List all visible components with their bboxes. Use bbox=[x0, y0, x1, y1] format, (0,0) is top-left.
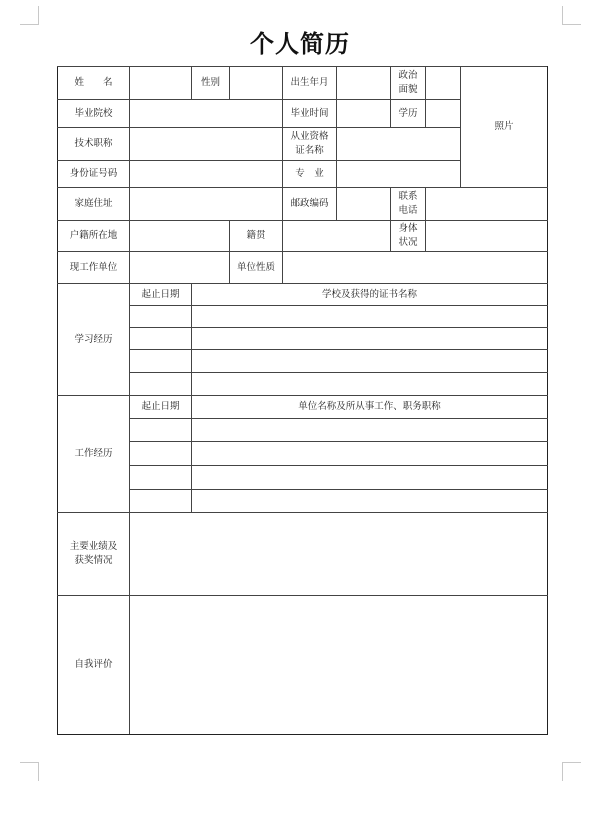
study-detail-cell[interactable] bbox=[192, 350, 548, 373]
label-grad-time: 毕业时间 bbox=[283, 100, 337, 128]
photo-box[interactable] bbox=[461, 67, 548, 188]
study-history-label: 学习经历 bbox=[58, 284, 130, 396]
label-school: 毕业院校 bbox=[58, 100, 130, 128]
work-date-cell[interactable] bbox=[130, 419, 192, 442]
table-row bbox=[58, 306, 548, 328]
study-date-cell[interactable] bbox=[130, 328, 192, 350]
table-row bbox=[58, 442, 548, 466]
study-date-cell[interactable] bbox=[130, 350, 192, 373]
work-date-cell[interactable] bbox=[130, 442, 192, 466]
label-native: 籍贯 bbox=[230, 221, 283, 252]
label-health-line2: 状况 bbox=[398, 237, 418, 248]
value-unit-type[interactable] bbox=[283, 252, 548, 284]
label-phone-line1: 联系 bbox=[398, 191, 418, 202]
label-postcode: 邮政编码 bbox=[283, 188, 337, 221]
study-date-cell[interactable] bbox=[130, 373, 192, 396]
self-eval-label: 自我评价 bbox=[58, 596, 130, 735]
value-phone[interactable] bbox=[426, 188, 548, 221]
page-corner-mark bbox=[562, 6, 581, 25]
label-hukou: 户籍所在地 bbox=[58, 221, 130, 252]
table-row bbox=[58, 466, 548, 490]
value-school[interactable] bbox=[130, 100, 283, 128]
label-phone bbox=[391, 188, 426, 221]
study-col-detail: 学校及获得的证书名称 bbox=[192, 284, 548, 306]
value-major[interactable] bbox=[337, 161, 461, 188]
value-political[interactable] bbox=[426, 67, 461, 100]
value-address[interactable] bbox=[130, 188, 283, 221]
value-hukou[interactable] bbox=[130, 221, 230, 252]
table-row bbox=[58, 350, 548, 373]
page-corner-mark bbox=[562, 762, 581, 781]
work-detail-cell[interactable] bbox=[192, 419, 548, 442]
page-corner-mark bbox=[20, 6, 39, 25]
value-education[interactable] bbox=[426, 100, 461, 128]
label-political bbox=[391, 67, 426, 100]
page-title: 个人简历 bbox=[250, 29, 350, 58]
value-native[interactable] bbox=[283, 221, 391, 252]
label-qualification-line2: 证名称 bbox=[295, 145, 324, 156]
study-date-cell[interactable] bbox=[130, 306, 192, 328]
value-qualification[interactable] bbox=[337, 128, 461, 161]
value-employer[interactable] bbox=[130, 252, 230, 284]
label-employer: 现工作单位 bbox=[58, 252, 130, 284]
table-row bbox=[58, 328, 548, 350]
study-detail-cell[interactable] bbox=[192, 373, 548, 396]
label-phone-line2: 电话 bbox=[398, 205, 418, 216]
work-detail-cell[interactable] bbox=[192, 490, 548, 513]
value-name[interactable] bbox=[130, 67, 192, 100]
label-gender: 性别 bbox=[192, 67, 230, 100]
table-row bbox=[58, 490, 548, 513]
self-eval-value[interactable] bbox=[130, 596, 548, 735]
label-education: 学历 bbox=[391, 100, 426, 128]
study-col-date: 起止日期 bbox=[130, 284, 192, 306]
value-id-number[interactable] bbox=[130, 161, 283, 188]
achievements-label bbox=[58, 513, 130, 596]
label-photo: 照片 bbox=[494, 121, 514, 132]
work-col-detail: 单位名称及所从事工作、职务职称 bbox=[192, 396, 548, 419]
label-qualification-line1: 从业资格 bbox=[290, 131, 329, 142]
label-qualification bbox=[283, 128, 337, 161]
work-detail-cell[interactable] bbox=[192, 466, 548, 490]
value-title-rank[interactable] bbox=[130, 128, 283, 161]
label-political-line1: 政治 bbox=[398, 70, 418, 81]
study-detail-cell[interactable] bbox=[192, 328, 548, 350]
table-row bbox=[58, 373, 548, 396]
label-title-rank: 技术职称 bbox=[58, 128, 130, 161]
label-major: 专 业 bbox=[283, 161, 337, 188]
achievements-value[interactable] bbox=[130, 513, 548, 596]
work-detail-cell[interactable] bbox=[192, 442, 548, 466]
page-corner-mark bbox=[20, 762, 39, 781]
label-birth: 出生年月 bbox=[283, 67, 337, 100]
label-name: 姓 名 bbox=[58, 67, 130, 100]
label-id-number: 身份证号码 bbox=[58, 161, 130, 188]
work-date-cell[interactable] bbox=[130, 466, 192, 490]
study-detail-cell[interactable] bbox=[192, 306, 548, 328]
achievements-label-line1: 主要业绩及 bbox=[69, 541, 118, 552]
label-address: 家庭住址 bbox=[58, 188, 130, 221]
value-grad-time[interactable] bbox=[337, 100, 391, 128]
value-gender[interactable] bbox=[230, 67, 283, 100]
label-health-line1: 身体 bbox=[398, 223, 418, 234]
achievements-label-line2: 获奖情况 bbox=[74, 555, 113, 566]
resume-table bbox=[57, 66, 548, 735]
value-health[interactable] bbox=[426, 221, 548, 252]
work-history-label: 工作经历 bbox=[58, 396, 130, 513]
work-col-date: 起止日期 bbox=[130, 396, 192, 419]
value-birth[interactable] bbox=[337, 67, 391, 100]
label-health bbox=[391, 221, 426, 252]
table-row bbox=[58, 419, 548, 442]
value-postcode[interactable] bbox=[337, 188, 391, 221]
label-political-line2: 面貌 bbox=[398, 84, 418, 95]
work-date-cell[interactable] bbox=[130, 490, 192, 513]
label-unit-type: 单位性质 bbox=[230, 252, 283, 284]
